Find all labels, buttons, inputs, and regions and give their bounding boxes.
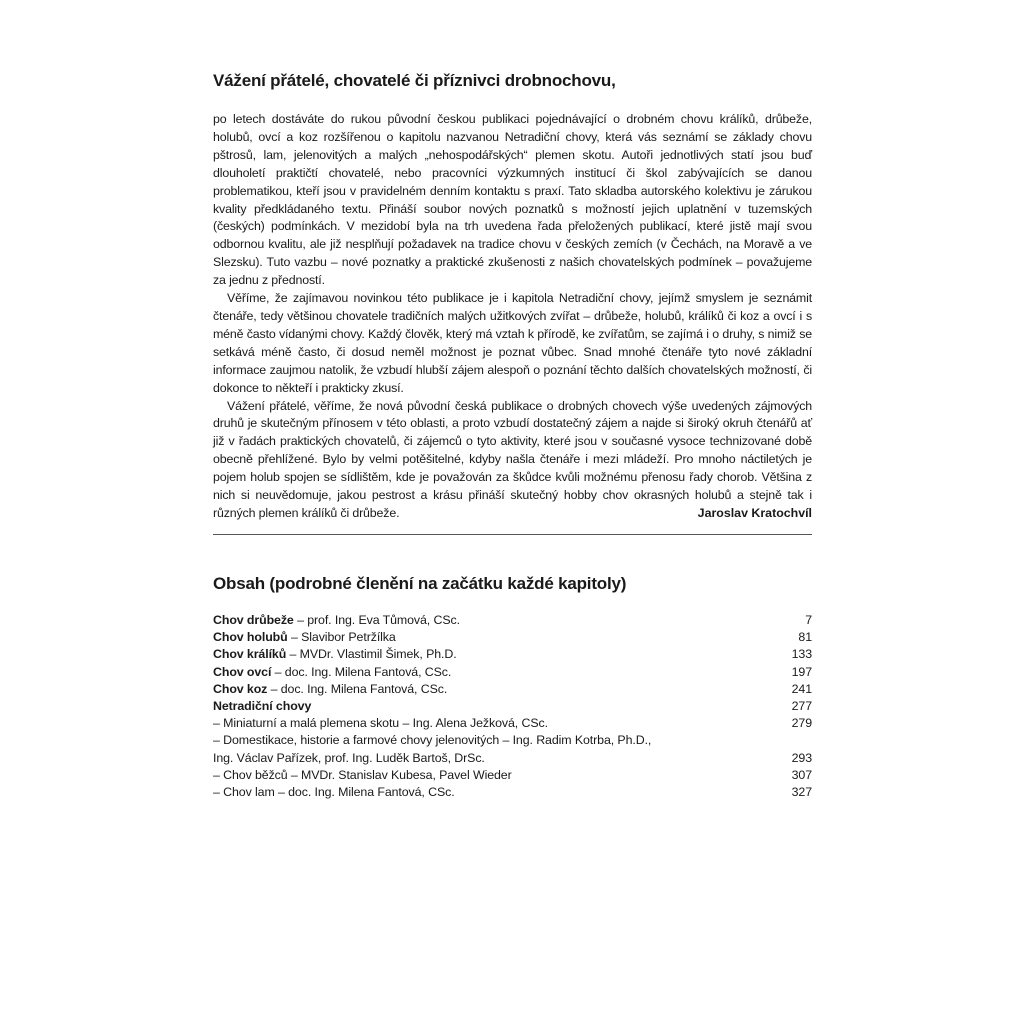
intro-paragraph: Věříme, že zajímavou novinkou této publikace je i kapitola Netradiční chovy, jejímž smyslem je seznámit čtenáře, tedy většinou chovatele tradičních malých užitkových zvířat – drůbeže, holubů, králíků či koz a ovcí i s méně často vídanými chovy. Každý člověk, který má vztah k přírodě, ke zvířatům, se zajímá i o druhy, s nimiž se setkává méně často, či dosud neměl možnost je poznat vůbec. Snad mnohé čtenáře tyto nové základní informace zaujmou natolik, že vzbudí hlubší zájem alespoň o poznání těchto dalších chovatelských možností, či dokonce to někteří i prakticky zkusí. [213,291,812,395]
toc-entry-title: Chov králíků [213,647,287,662]
intro-heading: Vážení přátelé, chovatelé či příznivci drobnochovu, [213,71,616,90]
toc-entry-author: – Domestikace, historie a farmové chovy jelenovitých – Ing. Radim Kotrba, Ph.D., [213,733,652,748]
toc-entry-title: Chov holubů [213,630,288,645]
toc-entry-author: – MVDr. Vlastimil Šimek, Ph.D. [286,647,457,662]
toc-page-number: 279 [791,716,812,731]
toc-subentry [213,784,812,801]
author-signature: Jaroslav Kratochvíl [697,506,812,520]
toc-entry-title: Chov drůbeže [213,613,294,627]
intro-paragraph: po letech dostáváte do rukou původní českou publikaci pojednávající o drobném chovu králíků, drůbeže, holubů, ovcí a koz rozšířenou o kapitolu nazvanou Netradiční chovy, která vás seznámí se základy chovu pštrosů, lam, jelenovitých a malých „nehospodářských“ plemen skotu. Autoři jednotlivých statí jsou buď dlouholetí praktičtí chovatelé, nebo pracovníci výzkumných institucí či škol zabývajících se danou problematikou, kteří jsou v pravidelném denním kontaktu s praxí. Tato skladba autorského kolektivu je zárukou kvality předkládaného textu. Přináší soubor nových poznatků s možností jejich uplatnění v tuzemských (českých) podmínkách. V mezidobí byla na trh uvedena řada přeložených publikací, které jistě mají svou odbornou kvalitu, ale již nesplňují požadavek na tradice chovu v českých zemích (v Čechách, na Moravě a ve Slezsku). Tuto vazbu – nové poznatky a praktické zkušenosti z našich chovatelských podmínek – považujeme za jednu z předností. [213,112,812,288]
toc-entry-title: Netradiční chovy [213,699,312,714]
toc-subentry [213,767,812,784]
toc-entry [213,646,812,663]
toc-page-number: 81 [798,630,812,645]
toc-page-number: 7 [805,613,812,627]
toc-subentry-continuation [213,750,812,767]
toc-entry [213,629,812,646]
toc-entry-author: – doc. Ing. Milena Fantová, CSc. [271,664,452,679]
toc-entry-author: – prof. Ing. Eva Tůmová, CSc. [293,613,460,627]
toc-page-number: 307 [791,767,812,782]
toc-subentry [213,732,812,749]
toc-entry-title: Chov ovcí [213,664,272,679]
toc-entry [213,612,812,629]
toc-page-number: 241 [791,681,812,696]
toc-entry [213,664,812,681]
intro-paragraph: Vážení přátelé, věříme, že nová původní česká publikace o drobných chovech výše uvedených zájmových druhů je skutečným přínosem v této oblasti, a proto vzbudí dostatečný zájem a najde si široký okruh čtenářů ať již v řadách praktických chovatelů, či zájemců o tyto aktivity, které jsou v současné vysoce technizované době obecně přehlížené. Bylo by velmi potěšitelné, kdyby našla čtenáře i mezi mládeží. Pro mnoho náctiletých je pojem holub spojen se sídlištěm, kde je považován za škůdce kvůli možnému přenosu řady chorob. Většina z nich si neuvědomuje, jakou pestrost a krásu přináší skutečný hobby chov okrasných holubů a stejně tak i různých plemen králíků či drůbeže. [213,398,812,520]
toc-page-number: 133 [791,647,812,662]
toc-list [213,612,812,801]
toc-entry-author: – Miniaturní a malá plemena skotu – Ing. Alena Ježková, CSc. [213,716,548,731]
toc-heading: Obsah (podrobné členění na začátku každé kapitoly) [213,574,627,593]
toc-subentry [213,715,812,732]
toc-entry [213,681,812,698]
toc-page-number: 197 [791,664,812,679]
toc-entry-author: Ing. Václav Pařízek, prof. Ing. Luděk Bartoš, DrSc. [213,750,485,765]
section-divider [213,534,812,535]
toc-entry-author: – Chov běžců – MVDr. Stanislav Kubesa, Pavel Wieder [213,767,512,782]
intro-body [213,111,812,523]
toc-entry-title: Chov koz [213,681,268,696]
toc-entry-author: – Chov lam – doc. Ing. Milena Fantová, CSc. [213,785,455,800]
toc-entry-author: – doc. Ing. Milena Fantová, CSc. [267,681,448,696]
toc-page-number: 293 [791,750,812,765]
toc-entry [213,698,812,715]
toc-page-number: 327 [791,785,812,800]
toc-entry-author: – Slavibor Petržílka [287,630,396,645]
toc-page-number: 277 [791,699,812,714]
